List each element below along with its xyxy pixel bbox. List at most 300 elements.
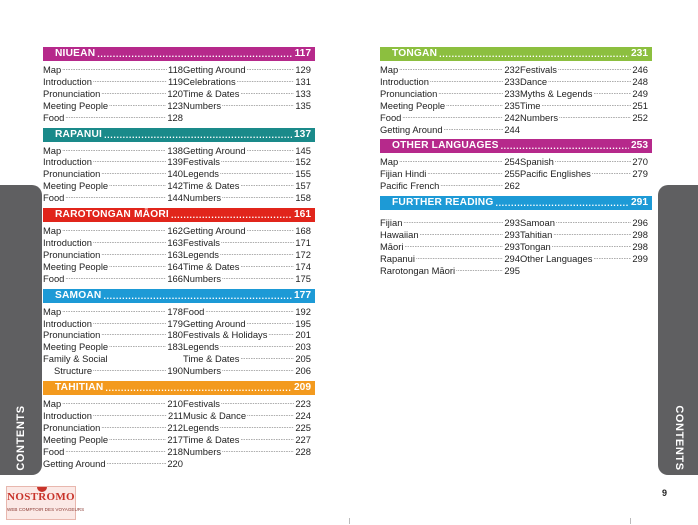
entry-page-number: 183 [167,341,183,353]
entry-label: Introduction [43,317,92,329]
entry-leader-dots [220,422,294,434]
entry-page-number: 178 [167,305,183,317]
entry-page-number: 119 [168,75,183,87]
entry-label: Meeting People [43,341,109,353]
entry-page-number: 218 [167,445,183,457]
entry-leader-dots [399,64,503,76]
toc-entry[interactable] [43,341,183,353]
section-header-bar[interactable] [43,128,315,142]
entry-page-number: 144 [167,192,183,204]
entry-page-number: 140 [167,168,183,180]
entry-leader-dots [593,88,631,100]
toc-entry[interactable] [520,229,648,241]
entry-leader-dots [62,225,166,237]
entry-label: Rapanui [380,252,415,264]
entry-leader-dots [101,88,166,100]
entry-leader-dots [222,446,294,458]
section-header-bar[interactable] [380,47,652,61]
toc-entry[interactable] [183,88,311,100]
entry-column [520,217,648,277]
entry-label: Structure [54,365,93,377]
entry-label: Fijian [380,217,403,229]
entry-page-number: 128 [167,111,183,123]
entry-leader-dots [65,273,166,285]
left-contents-column [43,47,315,473]
entry-label: Time [520,99,541,111]
entry-page-number: 203 [295,341,311,353]
entry-leader-dots [222,100,294,112]
toc-entry[interactable] [183,225,311,237]
entry-label: Map [43,64,62,75]
entry-page-number: 195 [295,317,311,329]
toc-section [43,208,315,285]
toc-entry[interactable] [183,434,311,446]
entry-label: Legends [183,168,219,180]
toc-entry[interactable] [183,341,311,353]
toc-entry[interactable] [183,353,311,365]
toc-entry[interactable] [520,76,648,88]
entry-leader-dots [93,318,166,330]
entry-column [183,306,311,377]
toc-entry[interactable] [183,156,311,168]
entry-label: Introduction [43,75,92,87]
toc-entry[interactable] [43,192,183,204]
entry-page-number: 279 [632,168,648,180]
entry-leader-dots [440,180,503,192]
toc-entry[interactable] [183,398,311,410]
section-header-bar[interactable] [43,208,315,222]
entry-leader-dots [220,341,294,353]
entry-column [380,156,520,192]
entry-label: Festivals [183,398,220,410]
entry-page-number: 164 [167,260,183,272]
toc-entry[interactable] [183,145,311,157]
entry-leader-dots [552,241,632,253]
entry-column [520,64,648,135]
entry-label: Numbers [183,192,222,204]
crop-mark [630,518,631,524]
entry-leader-dots [593,253,631,265]
toc-entry[interactable] [380,64,520,76]
toc-entry[interactable] [520,100,648,112]
entry-page-number: 251 [632,99,648,111]
entry-page-number: 139 [167,156,183,168]
entry-leader-dots [247,64,295,76]
section-entries [380,217,652,277]
entry-label: Getting Around [183,64,246,75]
section-title: NIUEAN [55,48,96,59]
entry-label: Time & Dates [183,180,240,192]
entry-label: Introduction [43,236,92,248]
crop-mark [349,518,350,524]
toc-entry[interactable] [520,88,648,100]
entry-leader-dots [101,249,166,261]
toc-entry[interactable] [380,241,520,253]
toc-entry[interactable] [520,168,648,180]
left-contents-tab-label: CONTENTS [15,405,27,471]
toc-entry[interactable] [43,261,183,273]
entry-label: Pronunciation [43,168,101,180]
entry-page-number: 298 [632,229,648,241]
entry-leader-dots [553,229,631,241]
entry-label: Introduction [43,409,92,421]
entry-column [380,64,520,135]
entry-label: Dance [520,75,548,87]
section-page-number: 253 [631,140,648,152]
entry-leader-dots [222,192,294,204]
toc-entry[interactable] [183,249,311,261]
toc-entry[interactable] [43,353,183,365]
section-header-bar[interactable] [43,289,315,303]
entry-column [183,64,311,124]
toc-entry[interactable] [43,100,183,112]
entry-label: Legends [183,248,219,260]
toc-entry[interactable] [183,306,311,318]
entry-label: Pronunciation [380,87,438,99]
entry-page-number: 232 [504,64,520,75]
section-title: RAROTONGAN MĀORI [55,209,169,221]
entry-page-number: 152 [295,156,311,168]
entry-page-number: 227 [295,433,311,445]
entry-label: Pacific French [380,180,440,192]
toc-entry[interactable] [43,434,183,446]
entry-label: Numbers [183,365,222,377]
toc-entry[interactable] [183,446,311,458]
entry-label: Time & Dates [183,433,240,445]
entry-label: Pacific Englishes [520,168,591,180]
section-entries [43,306,315,377]
entry-leader-dots [416,253,503,265]
entry-page-number: 168 [295,225,311,237]
toc-entry[interactable] [43,306,183,318]
entry-label: Samoan [520,217,555,229]
toc-entry[interactable] [43,225,183,237]
entry-label: Pronunciation [43,248,101,260]
entry-leader-dots [399,156,503,168]
entry-page-number: 296 [632,217,648,229]
toc-entry[interactable] [183,318,311,330]
entry-leader-dots [93,76,167,88]
entry-label: Meeting People [43,180,109,192]
entry-leader-dots [65,192,166,204]
entry-page-number: 129 [295,64,311,75]
entry-column [43,145,183,205]
section-title: SAMOAN [55,289,102,301]
toc-entry[interactable] [520,217,648,229]
toc-entry[interactable] [43,180,183,192]
entry-leader-dots [420,229,504,241]
entry-page-number: 223 [295,398,311,410]
toc-entry[interactable] [43,88,183,100]
logo-name: NOSTROMO [7,491,75,503]
toc-entry[interactable] [380,180,520,192]
toc-entry[interactable] [380,229,520,241]
entry-page-number: 175 [295,272,311,284]
entry-page-number: 293 [504,229,520,241]
entry-page-number: 242 [504,111,520,123]
toc-section [43,381,315,469]
section-header-bar[interactable] [380,196,652,210]
entry-leader-dots [456,265,503,277]
entry-leader-dots [221,398,294,410]
entry-leader-dots [220,168,294,180]
section-entries [43,145,315,205]
entry-label: Pronunciation [43,87,101,99]
toc-entry[interactable] [380,156,520,168]
entry-page-number: 142 [167,180,183,192]
entry-leader-dots [541,100,631,112]
right-contents-tab-label: CONTENTS [673,405,685,471]
toc-entry[interactable] [43,76,183,88]
entry-leader-dots [446,100,503,112]
entry-leader-dots [107,458,167,470]
entry-page-number: 163 [167,236,183,248]
entry-label: Getting Around [183,225,246,237]
entry-leader-dots [220,249,294,261]
toc-entry[interactable] [380,124,520,136]
entry-label: Festivals [183,236,220,248]
entry-page-number: 201 [295,329,311,341]
toc-entry[interactable] [520,253,648,265]
entry-leader-dots [240,434,294,446]
toc-entry[interactable] [183,64,311,76]
entry-leader-dots [205,306,294,318]
entry-leader-dots [93,365,166,377]
entry-label: Spanish [520,156,554,168]
entry-leader-dots [65,112,166,124]
toc-entry[interactable] [43,156,183,168]
entry-label: Food [43,272,65,284]
entry-leader-dots [93,237,166,249]
entry-column [520,156,648,192]
toc-entry[interactable] [520,241,648,253]
entry-column [183,225,311,285]
toc-entry[interactable] [380,76,520,88]
toc-section [380,139,652,192]
toc-entry[interactable] [183,192,311,204]
section-page-number: 137 [294,128,311,140]
entry-page-number: 157 [295,180,311,192]
toc-entry[interactable] [43,273,183,285]
section-page-number: 231 [631,48,648,59]
toc-entry[interactable] [183,237,311,249]
toc-entry[interactable] [43,168,183,180]
entry-leader-dots [402,112,503,124]
entry-label: Meeting People [43,99,109,111]
section-leader-dots [105,381,292,395]
entry-label: Festivals [183,156,220,168]
toc-section [380,196,652,277]
entry-label: Getting Around [43,457,106,469]
section-leader-dots [103,289,292,303]
section-leader-dots [97,47,292,61]
entry-page-number: 206 [295,365,311,377]
entry-leader-dots [222,365,294,377]
right-page [349,0,698,525]
entry-page-number: 158 [295,192,311,204]
toc-entry[interactable] [183,273,311,285]
section-page-number: 177 [294,289,311,301]
entry-label: Food [43,192,65,204]
entry-page-number: 254 [504,156,520,168]
toc-entry[interactable] [43,64,183,76]
toc-entry[interactable] [183,100,311,112]
entry-page-number: 294 [504,252,520,264]
entry-label: Getting Around [183,317,246,329]
toc-entry[interactable] [43,112,183,124]
entry-column [380,217,520,277]
entry-leader-dots [268,329,294,341]
entry-label: Hawaiian [380,229,419,241]
toc-entry[interactable] [43,410,183,422]
section-title: RAPANUI [55,128,103,140]
entry-page-number: 270 [632,156,648,168]
entry-page-number: 190 [167,365,183,377]
section-header-bar[interactable] [43,47,315,61]
nostromo-logo [6,486,85,520]
toc-entry[interactable] [380,88,520,100]
toc-entry[interactable] [43,318,183,330]
entry-label: Festivals [520,64,557,75]
entry-leader-dots [240,88,294,100]
entry-page-number: 133 [295,87,311,99]
entry-page-number: 123 [167,99,183,111]
toc-entry[interactable] [43,145,183,157]
entry-page-number: 205 [295,353,311,365]
entry-page-number: 225 [295,421,311,433]
entry-leader-dots [247,318,295,330]
entry-leader-dots [240,261,294,273]
toc-entry[interactable] [520,64,648,76]
entry-page-number: 210 [167,398,183,410]
toc-section [43,289,315,377]
entry-page-number: 246 [632,64,648,75]
toc-entry[interactable] [183,410,311,422]
toc-entry[interactable] [183,180,311,192]
entry-label: Pronunciation [43,421,101,433]
entry-label: Meeting People [43,433,109,445]
entry-page-number: 235 [504,99,520,111]
section-page-number: 161 [294,209,311,221]
entry-page-number: 179 [167,317,183,329]
entry-label: Other Languages [520,252,593,264]
entry-label: Legends [183,341,219,353]
entry-column [183,398,311,469]
section-leader-dots [439,47,629,61]
toc-entry[interactable] [380,217,520,229]
entry-label: Map [380,156,399,168]
entry-label: Time & Dates [183,353,240,365]
toc-entry[interactable] [43,237,183,249]
toc-entry[interactable] [380,112,520,124]
toc-entry[interactable] [380,253,520,265]
entry-leader-dots [240,180,294,192]
entry-leader-dots [62,145,166,157]
entry-page-number: 248 [632,75,648,87]
entry-page-number: 233 [504,75,520,87]
toc-entry[interactable] [183,329,311,341]
entry-label: Food [43,111,65,123]
entry-label: Family & Social [43,353,108,365]
entry-page-number: 120 [167,87,183,99]
section-header-bar[interactable] [43,381,315,395]
toc-entry[interactable] [43,446,183,458]
entry-page-number: 252 [632,111,648,123]
toc-entry[interactable] [380,168,520,180]
entry-page-number: 244 [504,123,520,135]
page-number: 9 [662,488,668,498]
section-title: TONGAN [392,48,438,59]
toc-entry[interactable] [380,265,520,277]
entry-leader-dots [558,64,631,76]
entry-column [43,398,183,469]
entry-label: Tahitian [520,229,553,241]
entry-page-number: 262 [504,180,520,192]
entry-page-number: 118 [168,64,183,75]
toc-entry[interactable] [43,398,183,410]
section-leader-dots [501,139,629,153]
entry-page-number: 155 [295,168,311,180]
entry-label: Map [43,225,62,237]
toc-entry[interactable] [183,168,311,180]
entry-label: Numbers [183,99,222,111]
section-leader-dots [104,128,292,142]
entry-leader-dots [592,168,631,180]
entry-label: Map [43,398,62,410]
entry-label: Music & Dance [183,409,247,421]
entry-page-number: 295 [504,264,520,276]
entry-leader-dots [101,329,166,341]
entry-label: Food [43,445,65,457]
entry-label: Introduction [380,75,429,87]
entry-leader-dots [65,446,166,458]
entry-leader-dots [101,168,166,180]
entry-page-number: 293 [504,217,520,229]
section-header-bar[interactable] [380,139,652,153]
toc-entry[interactable] [43,329,183,341]
toc-entry[interactable] [183,76,311,88]
toc-entry[interactable] [380,100,520,112]
entry-column [43,225,183,285]
toc-entry[interactable] [520,112,648,124]
section-entries [43,398,315,469]
toc-entry[interactable] [43,365,183,377]
entry-page-number: 145 [295,144,311,156]
entry-page-number: 228 [295,445,311,457]
entry-label: Map [380,64,399,75]
toc-entry[interactable] [43,249,183,261]
section-entries [43,225,315,285]
entry-leader-dots [109,434,166,446]
entry-page-number: 180 [167,329,183,341]
toc-entry[interactable] [183,365,311,377]
entry-page-number: 211 [168,409,183,421]
entry-page-number: 255 [504,168,520,180]
toc-entry[interactable] [183,422,311,434]
toc-entry[interactable] [43,422,183,434]
toc-entry[interactable] [183,261,311,273]
entry-leader-dots [548,76,631,88]
toc-entry[interactable] [520,156,648,168]
entry-page-number: 135 [295,99,311,111]
entry-leader-dots [109,261,166,273]
section-page-number: 291 [631,197,648,209]
toc-entry[interactable] [43,458,183,470]
section-page-number: 117 [294,48,311,59]
entry-leader-dots [247,145,295,157]
entry-label: Māori [380,240,404,252]
toc-section [380,47,652,135]
